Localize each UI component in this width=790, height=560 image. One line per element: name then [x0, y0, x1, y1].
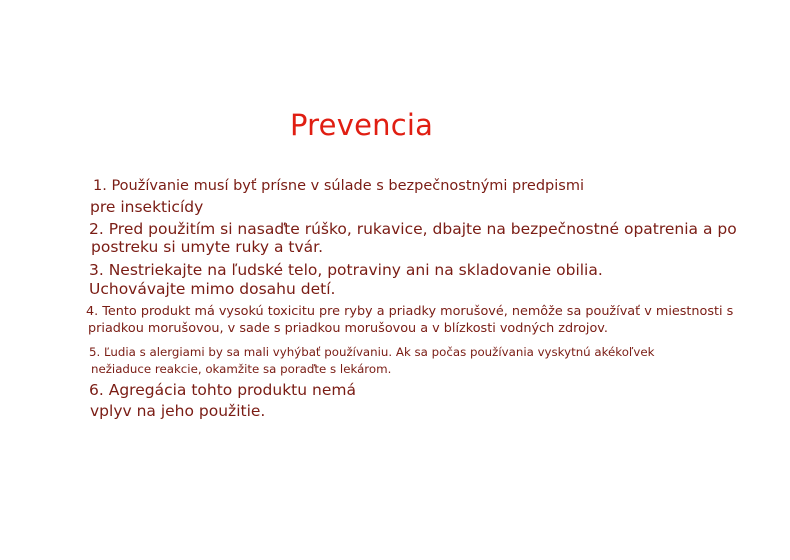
item-3-line-1: 3. Nestriekajte na ľudské telo, potraviny ani na skladovanie obilia.: [89, 261, 603, 279]
item-4-line-2: priadkou morušovou, v sade s priadkou morušovou a v blízkosti vodných zdrojov.: [88, 321, 608, 336]
item-3-line-2: Uchovávajte mimo dosahu detí.: [89, 280, 336, 298]
item-5-line-2: nežiaduce reakcie, okamžite sa poraďte s lekárom.: [91, 362, 392, 376]
page-title: Prevencia: [290, 108, 434, 142]
item-1-line-2: pre insekticídy: [90, 198, 204, 216]
item-2-line-2: postreku si umyte ruky a tvár.: [91, 238, 324, 256]
item-5-line-1: 5. Ľudia s alergiami by sa mali vyhýbať používaniu. Ak sa počas používania vyskytnú akékoľvek: [89, 345, 655, 359]
item-6-line-1: 6. Agregácia tohto produktu nemá: [89, 381, 356, 399]
item-4-line-1: 4. Tento produkt má vysokú toxicitu pre ryby a priadky morušové, nemôže sa používať v miestnosti s: [86, 304, 734, 319]
item-6-line-2: vplyv na jeho použitie.: [90, 402, 266, 420]
item-2-line-1: 2. Pred použitím si nasaďte rúško, rukavice, dbajte na bezpečnostné opatrenia a po: [89, 220, 737, 238]
item-1-line-1: 1. Používanie musí byť prísne v súlade s bezpečnostnými predpismi: [93, 178, 584, 194]
